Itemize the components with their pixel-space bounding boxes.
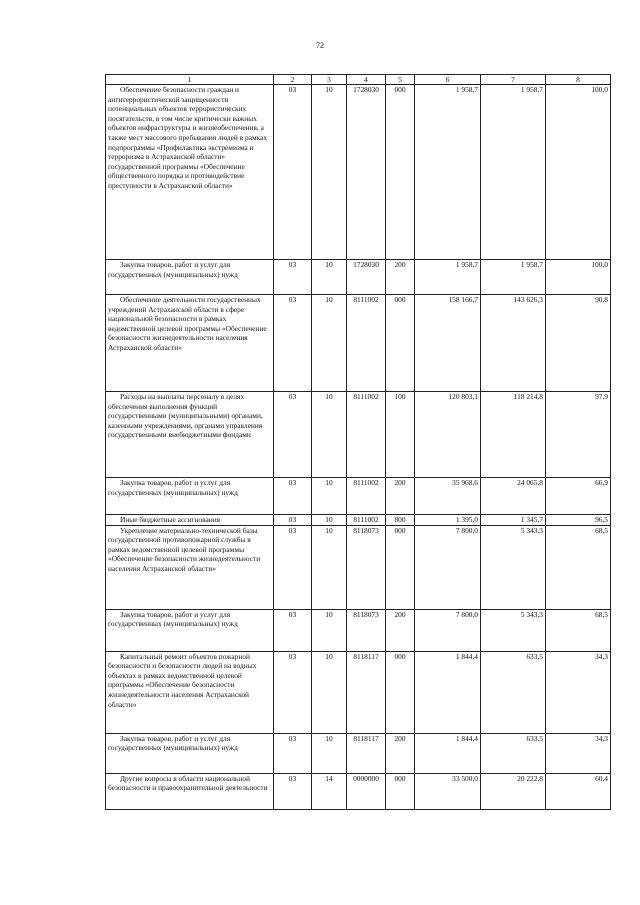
row-fact: 5 343,3 [481, 609, 546, 651]
table-row [106, 733, 611, 773]
row-pr: 10 [312, 478, 347, 515]
row-pr: 10 [312, 525, 347, 609]
row-percent: 97,9 [546, 392, 611, 478]
row-vr: 000 [386, 651, 415, 733]
row-percent: 66,9 [546, 478, 611, 515]
row-plan: 1 844,4 [415, 651, 481, 733]
row-vr: 000 [386, 773, 415, 809]
row-vr: 000 [386, 85, 415, 260]
row-plan: 1 958,7 [415, 260, 481, 295]
row-vr: 100 [386, 392, 415, 478]
row-fact: 24 065,8 [481, 478, 546, 515]
header-cell: 6 [415, 75, 481, 85]
row-pr: 10 [312, 260, 347, 295]
row-pr: 14 [312, 773, 347, 809]
row-name-text: Обеспечение деятельности государственных учреждений Астраханской области в сфере национальной безопасности в рамках ведомственной целевой программы «Обеспечение безопасности жизнедеятельности населения Астраханской области» [108, 295, 267, 352]
row-vr: 000 [386, 295, 415, 392]
row-name [106, 295, 274, 392]
table-row [106, 651, 611, 733]
table-row [106, 609, 611, 651]
row-csr: 8111002 [347, 515, 386, 526]
header-row [106, 75, 611, 85]
row-percent: 34,3 [546, 733, 611, 773]
row-fact: 633,5 [481, 651, 546, 733]
row-rz: 03 [274, 609, 312, 651]
row-plan: 7 800,0 [415, 525, 481, 609]
row-pr: 10 [312, 392, 347, 478]
row-csr: 8118073 [347, 525, 386, 609]
row-percent: 100,0 [546, 260, 611, 295]
row-fact: 5 343,3 [481, 525, 546, 609]
row-name-text: Другие вопросы в области национальной безопасности и правоохранительной деятельности [108, 773, 268, 793]
table-body [106, 75, 611, 810]
row-plan: 7 800,0 [415, 609, 481, 651]
row-vr: 200 [386, 260, 415, 295]
row-name [106, 260, 274, 295]
row-csr: 8118117 [347, 733, 386, 773]
row-csr: 8111002 [347, 478, 386, 515]
row-percent: 34,3 [546, 651, 611, 733]
row-name [106, 609, 274, 651]
row-rz: 03 [274, 478, 312, 515]
row-rz: 03 [274, 260, 312, 295]
row-name-text: Закупка товаров, работ и услуг для государственных (муниципальных) нужд [108, 733, 238, 753]
row-fact: 1 345,7 [481, 515, 546, 526]
row-fact: 633,5 [481, 733, 546, 773]
row-rz: 03 [274, 515, 312, 526]
row-fact: 143 626,3 [481, 295, 546, 392]
row-percent: 68,5 [546, 609, 611, 651]
page-number: 72 [316, 41, 324, 50]
row-percent: 100,0 [546, 85, 611, 260]
row-name-text: Закупка товаров, работ и услуг для государственных (муниципальных) нужд [108, 260, 238, 279]
row-rz: 03 [274, 392, 312, 478]
row-pr: 10 [312, 515, 347, 526]
row-name-text: Иные бюджетные ассигнования [120, 515, 221, 524]
row-plan: 1 958,7 [415, 85, 481, 260]
row-fact: 1 958,7 [481, 85, 546, 260]
row-name-text: Расходы на выплаты персоналу в целях обеспечения выполнения функций государственными (муниципальными) органами, казенными учреждениями, органами управления государственными внебюджетными фондами [108, 392, 263, 440]
header-cell: 4 [347, 75, 386, 85]
row-percent: 68,5 [546, 525, 611, 609]
header-cell: 1 [106, 75, 274, 85]
row-vr: 200 [386, 733, 415, 773]
row-name [106, 85, 274, 260]
row-vr: 800 [386, 515, 415, 526]
row-pr: 10 [312, 733, 347, 773]
table-row [106, 515, 611, 526]
row-percent: 90,8 [546, 295, 611, 392]
row-fact: 1 958,7 [481, 260, 546, 295]
row-pr: 10 [312, 295, 347, 392]
row-percent: 96,5 [546, 515, 611, 526]
header-cell: 5 [386, 75, 415, 85]
row-plan: 35 968,6 [415, 478, 481, 515]
row-vr: 000 [386, 525, 415, 609]
row-csr: 1728030 [347, 260, 386, 295]
row-rz: 03 [274, 733, 312, 773]
row-rz: 03 [274, 651, 312, 733]
row-csr: 1728030 [347, 85, 386, 260]
row-name [106, 651, 274, 733]
row-rz: 03 [274, 85, 312, 260]
row-vr: 200 [386, 609, 415, 651]
header-cell: 8 [546, 75, 611, 85]
header-cell: 2 [274, 75, 312, 85]
row-csr: 8118117 [347, 651, 386, 733]
row-name-text: Закупка товаров, работ и услуг для государственных (муниципальных) нужд [108, 609, 238, 629]
row-rz: 03 [274, 295, 312, 392]
table-row [106, 85, 611, 260]
row-name [106, 773, 274, 809]
row-rz: 03 [274, 773, 312, 809]
table-row [106, 392, 611, 478]
row-plan: 1 395,0 [415, 515, 481, 526]
row-csr: 0000000 [347, 773, 386, 809]
row-name [106, 392, 274, 478]
row-plan: 1 844,4 [415, 733, 481, 773]
table-row [106, 295, 611, 392]
row-rz: 03 [274, 525, 312, 609]
row-plan: 33 500,0 [415, 773, 481, 809]
row-pr: 10 [312, 609, 347, 651]
row-csr: 8111002 [347, 295, 386, 392]
row-name [106, 478, 274, 515]
row-vr: 200 [386, 478, 415, 515]
header-cell: 7 [481, 75, 546, 85]
budget-table [105, 74, 611, 810]
row-fact: 118 214,8 [481, 392, 546, 478]
row-name-text: Укрепление материально-технической базы государственной противопожарной службы в рамках ведомственной целевой программы «Обеспечение безопасности жизнедеятельности населения Астраханской области» [108, 525, 261, 573]
table-row [106, 260, 611, 295]
table-row [106, 478, 611, 515]
row-name [106, 733, 274, 773]
row-pr: 10 [312, 651, 347, 733]
row-plan: 120 803,1 [415, 392, 481, 478]
row-percent: 60,4 [546, 773, 611, 809]
row-csr: 8111002 [347, 392, 386, 478]
row-name-text: Капитальный ремонт объектов пожарной безопасности и безопасности людей на водных объектах в рамках ведомственной целевой программы «Обеспечение безопасности жизнедеятельности населения Астраханской области» [108, 651, 257, 709]
row-name [106, 515, 274, 526]
table-row [106, 773, 611, 809]
row-pr: 10 [312, 85, 347, 260]
row-fact: 20 222,8 [481, 773, 546, 809]
table-row [106, 525, 611, 609]
row-name-text: Закупка товаров, работ и услуг для государственных (муниципальных) нужд [108, 478, 238, 497]
header-cell: 3 [312, 75, 347, 85]
row-name-text: Обеспечение безопасности граждан и антитеррористической защищенности потенциальных объектов террористических посягательств, в том числе критически важных объектов инфраструктуры и жизнеобеспечения, а также мест массового пребывания людей в рамках подпрограммы «Профилактика экстремизма и терроризма в Астраханской области» государственной программы «Обеспечение общественного порядка и противодействие преступности в Астраханской области» [108, 85, 268, 190]
row-csr: 8118073 [347, 609, 386, 651]
row-name [106, 525, 274, 609]
row-plan: 158 166,7 [415, 295, 481, 392]
